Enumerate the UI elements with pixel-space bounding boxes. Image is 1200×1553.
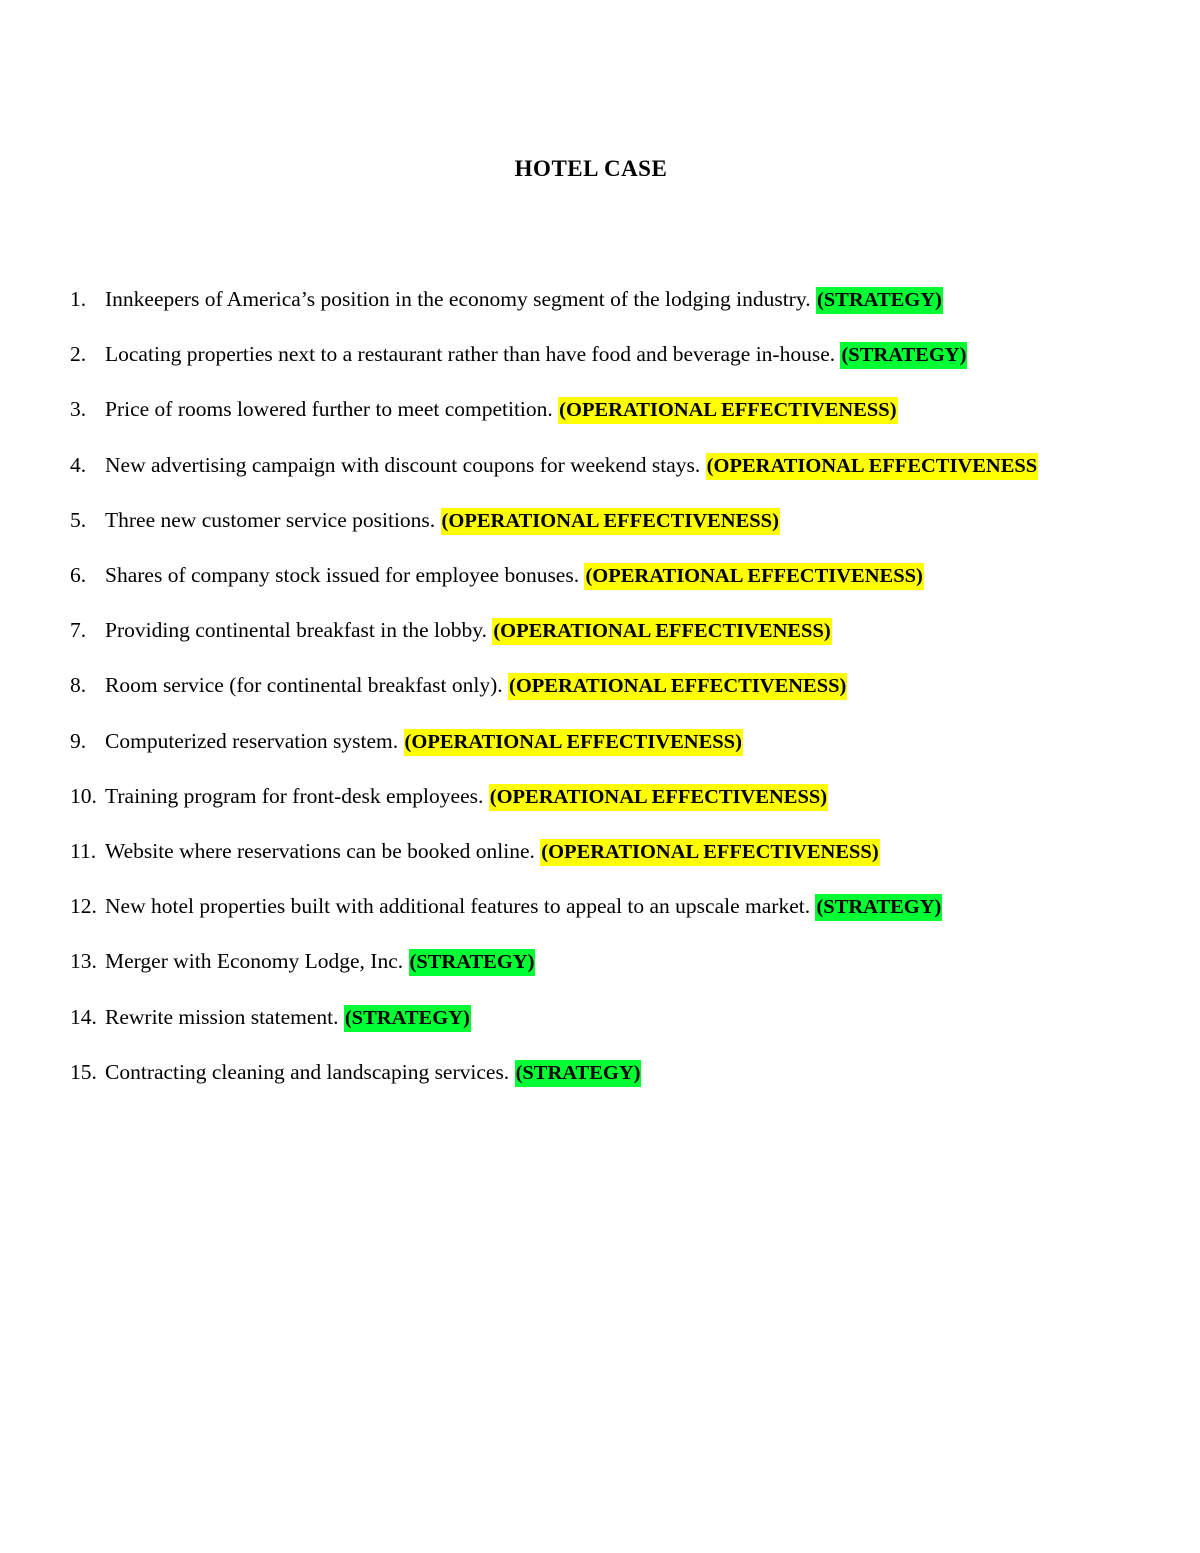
operational-tag: (OPERATIONAL EFFECTIVENESS) <box>540 839 879 866</box>
list-item <box>70 438 1042 493</box>
list-item <box>70 934 1042 989</box>
list-item <box>70 990 1042 1045</box>
strategy-tag: (STRATEGY) <box>816 287 943 314</box>
item-number: 9. <box>70 728 87 753</box>
list-item <box>70 327 1042 382</box>
operational-tag: (OPERATIONAL EFFECTIVENESS) <box>584 563 923 590</box>
strategy-tag: (STRATEGY) <box>515 1060 642 1087</box>
list-item <box>70 714 1042 769</box>
item-text: Locating properties next to a restaurant rather than have food and beverage in-house. <box>105 342 841 367</box>
list-item <box>70 1045 1042 1100</box>
item-text: Website where reservations can be booked online. <box>105 839 541 864</box>
document-title: HOTEL CASE <box>514 156 668 181</box>
item-number: 10. <box>70 783 97 808</box>
item-number: 15. <box>70 1059 97 1084</box>
list-item <box>70 658 1042 713</box>
item-text: Providing continental breakfast in the lobby. <box>105 618 493 643</box>
item-number: 6. <box>70 563 87 588</box>
item-number: 1. <box>70 287 87 311</box>
item-text: Innkeepers of America’s position in the economy segment of the lodging industry. <box>105 287 816 311</box>
item-text: Rewrite mission statement. <box>105 1004 344 1029</box>
operational-tag: (OPERATIONAL EFFECTIVENESS) <box>508 673 847 700</box>
item-text: Price of rooms lowered further to meet competition. <box>105 397 559 422</box>
case-item-list <box>70 272 1042 1100</box>
item-text: Shares of company stock issued for employee bonuses. <box>105 563 585 588</box>
strategy-tag: (STRATEGY) <box>840 342 967 369</box>
item-number: 8. <box>70 673 87 698</box>
item-number: 5. <box>70 507 87 532</box>
item-number: 13. <box>70 949 97 974</box>
list-item <box>70 382 1042 437</box>
item-number: 4. <box>70 452 87 477</box>
item-number: 11. <box>70 839 97 864</box>
list-item <box>70 769 1042 824</box>
item-number: 3. <box>70 397 87 422</box>
operational-tag: (OPERATIONAL EFFECTIVENESS) <box>441 508 780 535</box>
item-text: New hotel properties built with additional features to appeal to an upscale market. <box>105 894 816 919</box>
operational-tag: (OPERATIONAL EFFECTIVENESS) <box>558 397 897 424</box>
item-text: Three new customer service positions. <box>105 507 441 532</box>
list-item <box>70 548 1042 603</box>
operational-tag: (OPERATIONAL EFFECTIVENESS <box>706 453 1039 480</box>
list-item <box>70 824 1042 879</box>
operational-tag: (OPERATIONAL EFFECTIVENESS) <box>492 618 831 645</box>
item-text: Training program for front-desk employees. <box>105 783 489 808</box>
operational-tag: (OPERATIONAL EFFECTIVENESS) <box>489 784 828 811</box>
item-text: New advertising campaign with discount coupons for weekend stays. <box>105 452 706 477</box>
item-number: 14. <box>70 1004 97 1029</box>
strategy-tag: (STRATEGY) <box>344 1005 471 1032</box>
list-item <box>70 493 1042 548</box>
item-number: 12. <box>70 894 97 919</box>
strategy-tag: (STRATEGY) <box>815 894 942 921</box>
item-text: Room service (for continental breakfast only). <box>105 673 508 698</box>
list-item <box>70 879 1042 934</box>
item-number: 2. <box>70 342 87 367</box>
item-text: Merger with Economy Lodge, Inc. <box>105 949 409 974</box>
operational-tag: (OPERATIONAL EFFECTIVENESS) <box>404 729 743 756</box>
list-item <box>70 272 1042 327</box>
item-number: 7. <box>70 618 87 643</box>
strategy-tag: (STRATEGY) <box>409 949 536 976</box>
item-text: Computerized reservation system. <box>105 728 404 753</box>
item-text: Contracting cleaning and landscaping services. <box>105 1059 515 1084</box>
list-item <box>70 603 1042 658</box>
